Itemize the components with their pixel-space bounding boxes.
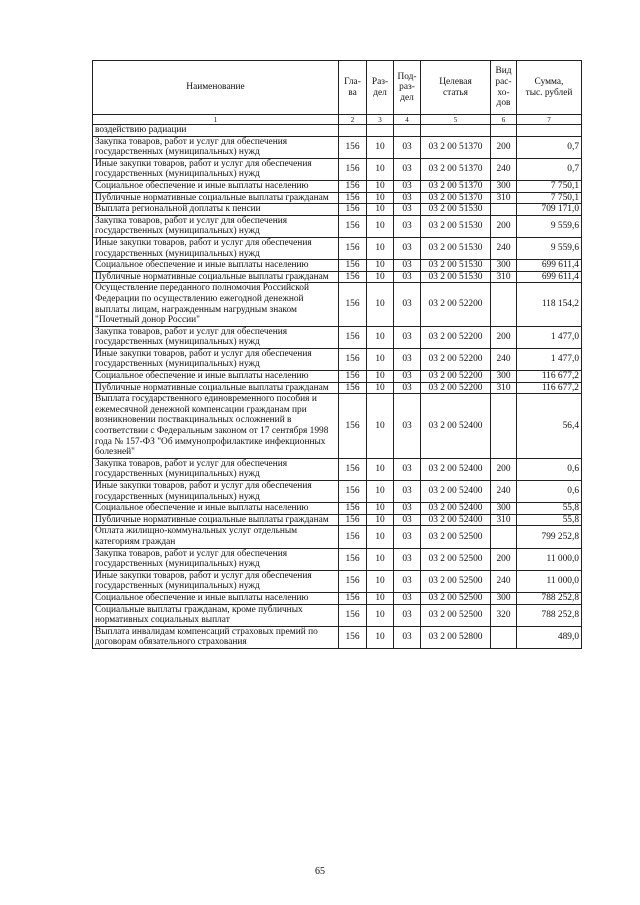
- row-target-article: 03 2 00 52500: [421, 526, 491, 548]
- row-target-article: 03 2 00 52400: [421, 514, 491, 526]
- row-subsection: 03: [394, 136, 421, 158]
- row-section: 10: [367, 570, 394, 592]
- row-sum: 788 252,8: [517, 604, 582, 626]
- row-name: Публичные нормативные социальные выплаты гражданам: [93, 382, 339, 394]
- row-section: 10: [367, 271, 394, 283]
- table-row: [93, 136, 582, 158]
- row-subsection: 03: [394, 204, 421, 216]
- table-row: [93, 204, 582, 216]
- row-sum: 0,6: [517, 458, 582, 480]
- row-target-article: 03 2 00 52500: [421, 548, 491, 570]
- row-sum: 0,7: [517, 136, 582, 158]
- page-number: 65: [315, 866, 325, 877]
- row-expense-type: 300: [491, 180, 517, 192]
- header-sum: Сумма, тыс. рублей: [517, 61, 582, 115]
- row-section: 10: [367, 458, 394, 480]
- row-section: 10: [367, 481, 394, 503]
- header-section: Раз- дел: [367, 61, 394, 115]
- table-row: [93, 348, 582, 370]
- row-target-article: 03 2 00 52500: [421, 604, 491, 626]
- row-expense-type: 310: [491, 192, 517, 204]
- row-expense-type: [491, 394, 517, 459]
- table-row: [93, 283, 582, 326]
- table-row: [93, 526, 582, 548]
- row-chapter: 156: [339, 260, 367, 272]
- row-name: Публичные нормативные социальные выплаты гражданам: [93, 271, 339, 283]
- row-chapter: [339, 125, 367, 137]
- row-target-article: 03 2 00 51370: [421, 192, 491, 204]
- row-section: 10: [367, 514, 394, 526]
- header-target-article: Целевая статья: [421, 61, 491, 115]
- row-expense-type: [491, 204, 517, 216]
- row-sum: 116 677,2: [517, 382, 582, 394]
- table-row: [93, 458, 582, 480]
- column-number: 5: [421, 115, 491, 125]
- row-sum: 788 252,8: [517, 592, 582, 604]
- row-name: Закупка товаров, работ и услуг для обеспечения государственных (муниципальных) нужд: [93, 458, 339, 480]
- row-subsection: 03: [394, 604, 421, 626]
- row-target-article: 03 2 00 51530: [421, 215, 491, 237]
- column-number: 1: [93, 115, 339, 125]
- row-expense-type: 300: [491, 592, 517, 604]
- column-number-row: [93, 115, 582, 125]
- row-chapter: 156: [339, 514, 367, 526]
- budget-table: [92, 60, 582, 649]
- table-row: [93, 237, 582, 259]
- row-subsection: 03: [394, 158, 421, 180]
- table-row: [93, 481, 582, 503]
- row-name: Социальное обеспечение и иные выплаты населению: [93, 260, 339, 272]
- row-sum: [517, 125, 582, 137]
- row-name: Социальное обеспечение и иные выплаты населению: [93, 503, 339, 515]
- row-chapter: 156: [339, 570, 367, 592]
- row-chapter: 156: [339, 326, 367, 348]
- row-section: 10: [367, 180, 394, 192]
- row-section: 10: [367, 371, 394, 383]
- row-sum: 7 750,1: [517, 192, 582, 204]
- row-name: Социальное обеспечение и иные выплаты населению: [93, 371, 339, 383]
- row-expense-type: 300: [491, 503, 517, 515]
- row-sum: 9 559,6: [517, 215, 582, 237]
- table-row: [93, 503, 582, 515]
- row-expense-type: 240: [491, 481, 517, 503]
- table-row: [93, 604, 582, 626]
- row-name: Публичные нормативные социальные выплаты гражданам: [93, 514, 339, 526]
- row-name: Выплата региональной доплаты к пенсии: [93, 204, 339, 216]
- row-subsection: 03: [394, 348, 421, 370]
- row-subsection: 03: [394, 458, 421, 480]
- row-subsection: 03: [394, 526, 421, 548]
- row-section: 10: [367, 382, 394, 394]
- row-name: Иные закупки товаров, работ и услуг для обеспечения государственных (муниципальных) нужд: [93, 570, 339, 592]
- row-subsection: 03: [394, 382, 421, 394]
- row-expense-type: 310: [491, 271, 517, 283]
- row-sum: 1 477,0: [517, 348, 582, 370]
- row-name: Закупка товаров, работ и услуг для обеспечения государственных (муниципальных) нужд: [93, 548, 339, 570]
- table-row: [93, 570, 582, 592]
- row-sum: 0,6: [517, 481, 582, 503]
- row-sum: 0,7: [517, 158, 582, 180]
- row-expense-type: 240: [491, 570, 517, 592]
- row-chapter: 156: [339, 158, 367, 180]
- column-number: 3: [367, 115, 394, 125]
- header-row: [93, 61, 582, 115]
- row-expense-type: 310: [491, 514, 517, 526]
- row-sum: 699 611,4: [517, 271, 582, 283]
- row-sum: 709 171,0: [517, 204, 582, 216]
- row-subsection: 03: [394, 215, 421, 237]
- row-section: 10: [367, 260, 394, 272]
- row-target-article: 03 2 00 51370: [421, 180, 491, 192]
- row-section: 10: [367, 204, 394, 216]
- header-expense-type: Вид рас- хо- дов: [491, 61, 517, 115]
- row-target-article: 03 2 00 52500: [421, 570, 491, 592]
- row-sum: 11 000,0: [517, 570, 582, 592]
- row-section: 10: [367, 136, 394, 158]
- row-expense-type: 240: [491, 348, 517, 370]
- row-section: 10: [367, 526, 394, 548]
- column-number: 4: [394, 115, 421, 125]
- row-target-article: 03 2 00 52200: [421, 283, 491, 326]
- row-chapter: 156: [339, 192, 367, 204]
- row-name: Иные закупки товаров, работ и услуг для обеспечения государственных (муниципальных) нужд: [93, 481, 339, 503]
- row-subsection: 03: [394, 237, 421, 259]
- row-target-article: 03 2 00 51370: [421, 158, 491, 180]
- table-row: [93, 514, 582, 526]
- row-chapter: 156: [339, 503, 367, 515]
- table-row: [93, 626, 582, 648]
- row-subsection: 03: [394, 503, 421, 515]
- row-expense-type: 300: [491, 371, 517, 383]
- table-row: [93, 394, 582, 459]
- row-target-article: 03 2 00 52200: [421, 382, 491, 394]
- row-chapter: 156: [339, 180, 367, 192]
- row-target-article: 03 2 00 52400: [421, 503, 491, 515]
- row-chapter: 156: [339, 626, 367, 648]
- table-row: [93, 158, 582, 180]
- row-subsection: 03: [394, 283, 421, 326]
- row-subsection: 03: [394, 394, 421, 459]
- row-expense-type: 240: [491, 237, 517, 259]
- row-section: 10: [367, 237, 394, 259]
- table-row: [93, 371, 582, 383]
- row-chapter: 156: [339, 348, 367, 370]
- row-target-article: [421, 125, 491, 137]
- row-name: Выплата государственного единовременного пособия и ежемесячной денежной компенсации гражданам при возникновении поствакцинальных осложнений в соответствии с Федеральным законом от 17 сентября 1998 года № 157-ФЗ "Об иммунопрофилактике инфекционных болезней": [93, 394, 339, 459]
- row-subsection: 03: [394, 326, 421, 348]
- row-target-article: 03 2 00 52200: [421, 326, 491, 348]
- row-section: 10: [367, 548, 394, 570]
- row-name: Закупка товаров, работ и услуг для обеспечения государственных (муниципальных) нужд: [93, 136, 339, 158]
- row-target-article: 03 2 00 52400: [421, 394, 491, 459]
- row-expense-type: 300: [491, 260, 517, 272]
- row-sum: 699 611,4: [517, 260, 582, 272]
- row-chapter: 156: [339, 215, 367, 237]
- row-subsection: 03: [394, 260, 421, 272]
- row-subsection: [394, 125, 421, 137]
- row-expense-type: 240: [491, 158, 517, 180]
- header-name: Наименование: [93, 61, 339, 115]
- row-section: 10: [367, 626, 394, 648]
- row-expense-type: 200: [491, 326, 517, 348]
- row-section: 10: [367, 348, 394, 370]
- column-number: 2: [339, 115, 367, 125]
- row-section: 10: [367, 604, 394, 626]
- row-chapter: 156: [339, 548, 367, 570]
- row-expense-type: [491, 626, 517, 648]
- row-chapter: 156: [339, 382, 367, 394]
- row-chapter: 156: [339, 204, 367, 216]
- row-subsection: 03: [394, 192, 421, 204]
- row-chapter: 156: [339, 283, 367, 326]
- table-row: [93, 215, 582, 237]
- row-target-article: 03 2 00 51370: [421, 136, 491, 158]
- row-section: [367, 125, 394, 137]
- row-chapter: 156: [339, 458, 367, 480]
- row-sum: 1 477,0: [517, 326, 582, 348]
- row-subsection: 03: [394, 592, 421, 604]
- row-section: 10: [367, 192, 394, 204]
- row-expense-type: 200: [491, 548, 517, 570]
- row-target-article: 03 2 00 52500: [421, 592, 491, 604]
- row-chapter: 156: [339, 604, 367, 626]
- row-subsection: 03: [394, 548, 421, 570]
- table-row: [93, 180, 582, 192]
- row-name: Социальное обеспечение и иные выплаты населению: [93, 180, 339, 192]
- row-sum: 118 154,2: [517, 283, 582, 326]
- row-expense-type: 200: [491, 215, 517, 237]
- row-chapter: 156: [339, 371, 367, 383]
- column-number: 7: [517, 115, 582, 125]
- row-sum: 9 559,6: [517, 237, 582, 259]
- row-expense-type: [491, 125, 517, 137]
- row-subsection: 03: [394, 271, 421, 283]
- row-subsection: 03: [394, 570, 421, 592]
- table-row: [93, 382, 582, 394]
- row-name: Иные закупки товаров, работ и услуг для обеспечения государственных (муниципальных) нужд: [93, 348, 339, 370]
- row-target-article: 03 2 00 52200: [421, 371, 491, 383]
- row-expense-type: [491, 526, 517, 548]
- row-target-article: 03 2 00 52200: [421, 348, 491, 370]
- table-row: [93, 271, 582, 283]
- row-sum: 56,4: [517, 394, 582, 459]
- row-name: Выплата инвалидам компенсаций страховых премий по договорам обязательного страхования: [93, 626, 339, 648]
- table-row: [93, 548, 582, 570]
- row-chapter: 156: [339, 394, 367, 459]
- row-chapter: 156: [339, 237, 367, 259]
- row-section: 10: [367, 394, 394, 459]
- row-target-article: 03 2 00 52800: [421, 626, 491, 648]
- row-chapter: 156: [339, 481, 367, 503]
- row-expense-type: 200: [491, 136, 517, 158]
- row-name: Осуществление переданного полномочия Российской Федерации по осуществлению ежегодной денежной выплаты лицам, награжденным нагрудным знаком "Почетный донор России": [93, 283, 339, 326]
- table-row: [93, 125, 582, 137]
- row-name: Публичные нормативные социальные выплаты гражданам: [93, 192, 339, 204]
- row-name: Закупка товаров, работ и услуг для обеспечения государственных (муниципальных) нужд: [93, 326, 339, 348]
- row-subsection: 03: [394, 481, 421, 503]
- row-expense-type: [491, 283, 517, 326]
- row-subsection: 03: [394, 180, 421, 192]
- row-name: Закупка товаров, работ и услуг для обеспечения государственных (муниципальных) нужд: [93, 215, 339, 237]
- row-name: Иные закупки товаров, работ и услуг для обеспечения государственных (муниципальных) нужд: [93, 237, 339, 259]
- table-row: [93, 326, 582, 348]
- row-chapter: 156: [339, 271, 367, 283]
- header-subsection: Под- раз- дел: [394, 61, 421, 115]
- row-sum: 11 000,0: [517, 548, 582, 570]
- row-subsection: 03: [394, 514, 421, 526]
- row-chapter: 156: [339, 526, 367, 548]
- row-sum: 799 252,8: [517, 526, 582, 548]
- row-chapter: 156: [339, 136, 367, 158]
- row-target-article: 03 2 00 51530: [421, 204, 491, 216]
- column-number: 6: [491, 115, 517, 125]
- row-target-article: 03 2 00 52400: [421, 481, 491, 503]
- row-name: Оплата жилищно-коммунальных услуг отдельным категориям граждан: [93, 526, 339, 548]
- row-target-article: 03 2 00 52400: [421, 458, 491, 480]
- row-chapter: 156: [339, 592, 367, 604]
- row-name: Социальные выплаты гражданам, кроме публичных нормативных социальных выплат: [93, 604, 339, 626]
- row-sum: 55,8: [517, 503, 582, 515]
- table-row: [93, 192, 582, 204]
- row-sum: 7 750,1: [517, 180, 582, 192]
- row-expense-type: 310: [491, 382, 517, 394]
- row-section: 10: [367, 158, 394, 180]
- row-sum: 489,0: [517, 626, 582, 648]
- row-sum: 116 677,2: [517, 371, 582, 383]
- table-row: [93, 260, 582, 272]
- row-subsection: 03: [394, 626, 421, 648]
- row-expense-type: 200: [491, 458, 517, 480]
- row-section: 10: [367, 503, 394, 515]
- row-section: 10: [367, 326, 394, 348]
- row-name: Иные закупки товаров, работ и услуг для обеспечения государственных (муниципальных) нужд: [93, 158, 339, 180]
- row-target-article: 03 2 00 51530: [421, 237, 491, 259]
- row-section: 10: [367, 592, 394, 604]
- table-row: [93, 592, 582, 604]
- row-target-article: 03 2 00 51530: [421, 271, 491, 283]
- row-subsection: 03: [394, 371, 421, 383]
- header-chapter: Гла- ва: [339, 61, 367, 115]
- row-target-article: 03 2 00 51530: [421, 260, 491, 272]
- row-name: Социальное обеспечение и иные выплаты населению: [93, 592, 339, 604]
- row-expense-type: 320: [491, 604, 517, 626]
- row-section: 10: [367, 283, 394, 326]
- row-name: воздействию радиации: [93, 125, 339, 137]
- row-section: 10: [367, 215, 394, 237]
- row-sum: 55,8: [517, 514, 582, 526]
